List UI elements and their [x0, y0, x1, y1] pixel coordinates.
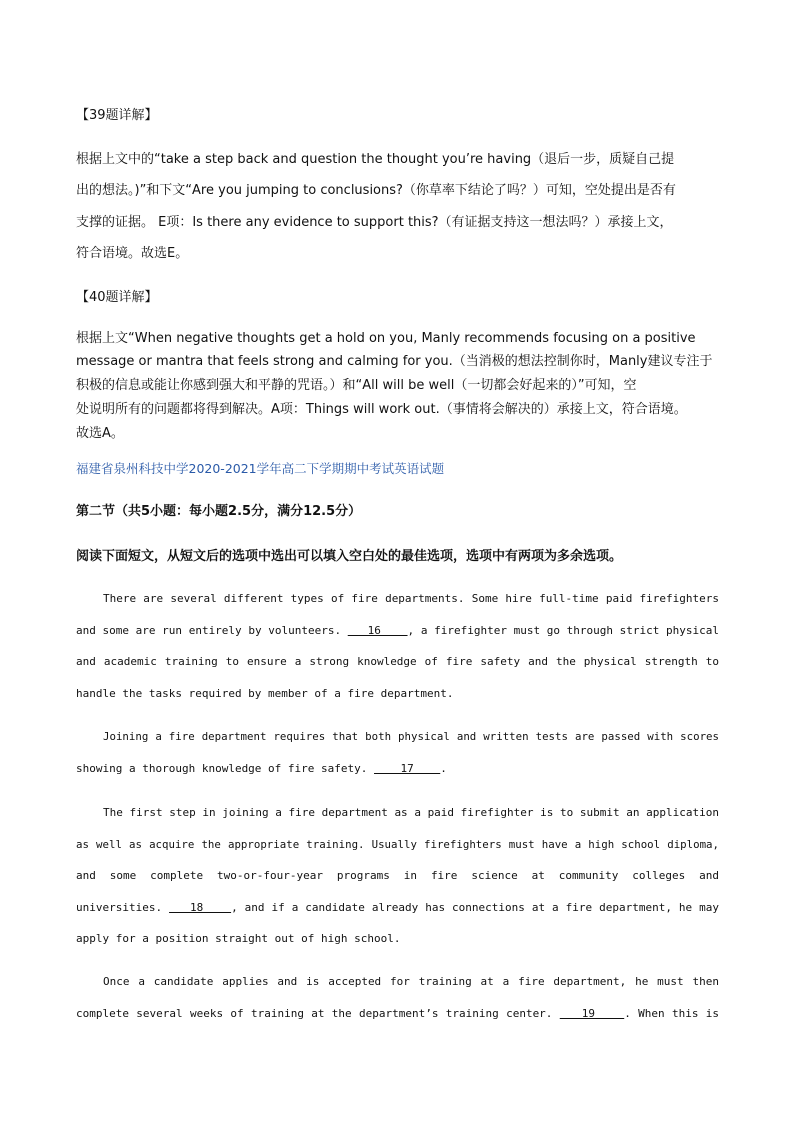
section-title: 第二节（共5小题：每小题2.5分，满分12.5分）	[76, 504, 362, 519]
p1-line-3: and academic training to ensure a strong knowledge of fire safety and the physical strength to	[76, 655, 719, 668]
q39-line-2: 出的想法。)”和下文“Are you jumping to conclusions?（你草率下结论了吗？）可知，空处提出是否有	[76, 183, 676, 198]
paragraph-1	[76, 583, 719, 709]
q39-line-4: 符合语境。故选E。	[76, 246, 189, 261]
q40-line-5: 故选A。	[76, 426, 124, 441]
q40-line-3: 积极的信息或能让你感到强大和平静的咒语。）和“All will be well（一切都会好起来的）”可知，空	[76, 378, 637, 393]
p4-line-1: Once a candidate applies and is accepted for training at a fire department, he must then	[103, 975, 719, 988]
p2-line-1: Joining a fire department requires that both physical and written tests are passed with scores	[103, 730, 719, 743]
q40-line-1: 根据上文“When negative thoughts get a hold on you, Manly recommends focusing on a positive	[76, 331, 696, 346]
q39-line-3: 支撑的证据。 E项：Is there any evidence to support this?（有证据支持这一想法吗？）承接上文，	[76, 215, 673, 230]
section-instruction: 阅读下面短文，从短文后的选项中选出可以填入空白处的最佳选项，选项中有两项为多余选项。	[76, 549, 623, 564]
paragraph-3	[76, 797, 719, 955]
q40-title: 【40题详解】	[76, 290, 158, 305]
q40-line-4: 处说明所有的问题都将得到解决。A项：Things will work out.（事情将会解决的）承接上文，符合语境。	[76, 402, 687, 417]
p3-line-1: The first step in joining a fire department as a paid firefighter is to submit an application	[103, 806, 719, 819]
q39-title: 【39题详解】	[76, 108, 158, 123]
p3-line-5: apply for a position straight out of high school.	[76, 932, 401, 945]
p3-line-2: as well as acquire the appropriate training. Usually firefighters must have a high school diploma,	[76, 837, 719, 851]
blank-19[interactable]: 19	[559, 1006, 625, 1020]
p1-line-4: handle the tasks required by member of a fire department.	[76, 686, 454, 700]
p3-line-4: universities. 18 , and if a candidate already has connections at a fire department, he may	[76, 900, 719, 914]
p3-line-3: and some complete two-or-four-year programs in fire science at community colleges and	[76, 869, 719, 882]
source-link[interactable]: 福建省泉州科技中学2020-2021学年高二下学期期中考试英语试题	[76, 461, 445, 476]
p4-line-2: complete several weeks of training at the department’s training center. 19 . When this is	[76, 1006, 719, 1020]
paragraph-2	[76, 721, 719, 784]
blank-16[interactable]: 16	[347, 623, 408, 637]
p2-line-2: showing a thorough knowledge of fire safety. 17 .	[76, 761, 447, 775]
p1-line-1: There are several different types of fire departments. Some hire full-time paid firefighters	[103, 592, 719, 605]
blank-18[interactable]: 18	[169, 900, 232, 914]
q40-line-2: message or mantra that feels strong and calming for you.（当消极的想法控制你时，Manly建议专注于	[76, 354, 713, 369]
blank-17[interactable]: 17	[374, 761, 441, 775]
paragraph-4	[76, 966, 719, 1029]
p1-line-2: and some are run entirely by volunteers. 16 , a firefighter must go through strict physical	[76, 623, 720, 637]
q39-line-1: 根据上文中的“take a step back and question the thought you’re having（退后一步，质疑自己提	[76, 152, 675, 167]
